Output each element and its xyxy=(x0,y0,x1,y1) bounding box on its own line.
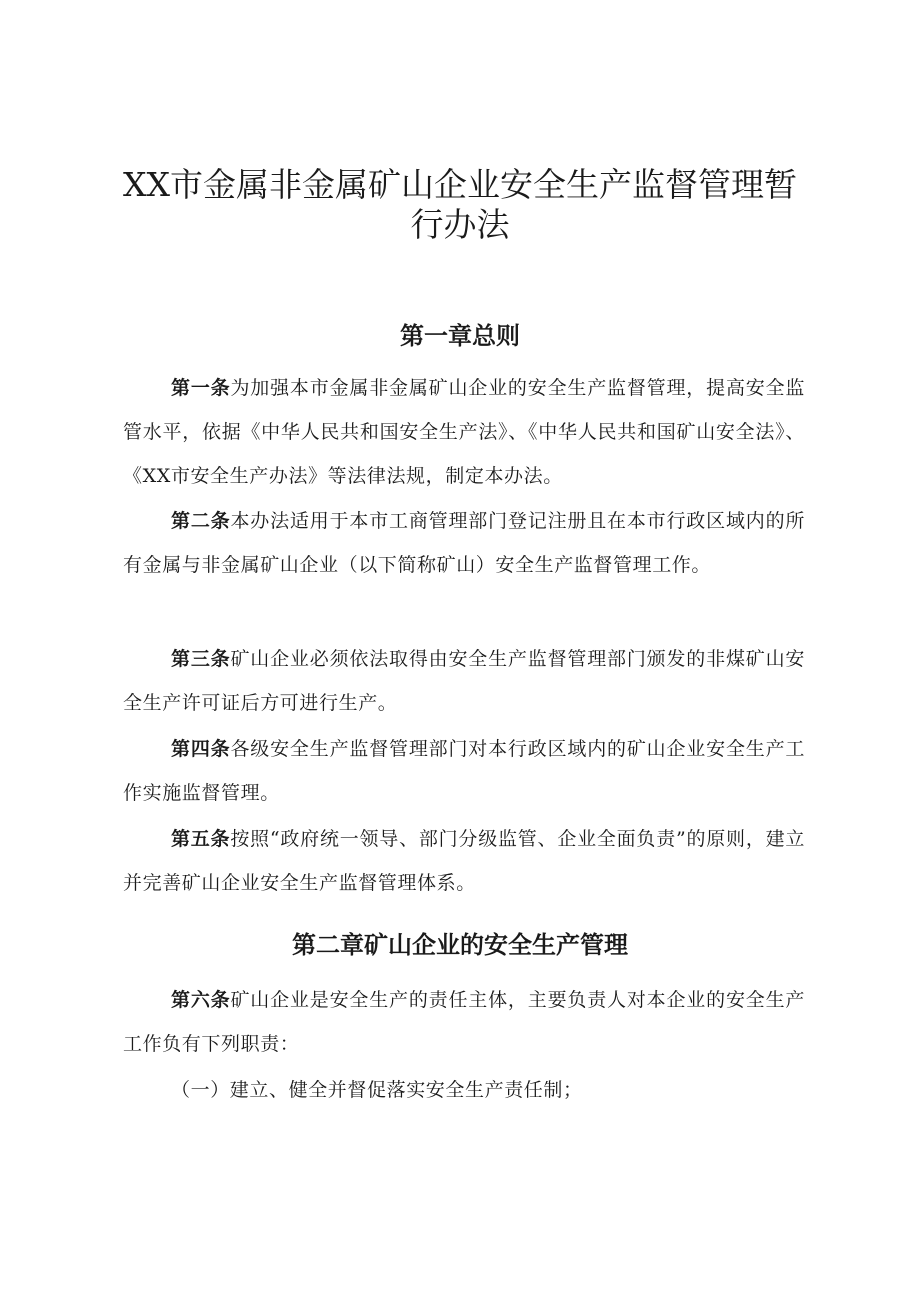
article-label: 第四条 xyxy=(171,738,231,760)
article-label: 第一条 xyxy=(171,377,231,399)
article-text: 矿山企业是安全生产的责任主体，主要负责人对本企业的安全生产工作负有下列职责： xyxy=(123,989,805,1055)
article-text: 本办法适用于本市工商管理部门登记注册且在本市行政区域内的所有金属与非金属矿山企业（以下简称矿山）安全生产监督管理工作。 xyxy=(123,510,805,576)
article-label: 第二条 xyxy=(171,510,231,532)
document-title xyxy=(100,165,820,245)
article-2 xyxy=(123,499,805,587)
chapter-heading: 第一章总则 xyxy=(400,322,520,350)
article-1 xyxy=(123,366,805,498)
article-4 xyxy=(123,727,805,815)
list-item: （一）建立、健全并督促落实安全生产责任制； xyxy=(171,1079,583,1101)
article-label: 第三条 xyxy=(171,648,231,670)
article-3 xyxy=(123,637,805,725)
document-title-line-2: 行办法 xyxy=(410,205,510,244)
article-text: 按照“政府统一领导、部门分级监管、企业全面负责”的原则，建立并完善矿山企业安全生产监督管理体系。 xyxy=(123,828,805,894)
document-title-line-1: XX市金属非金属矿山企业安全生产监督管理暂 xyxy=(123,165,797,204)
article-label: 第五条 xyxy=(171,828,231,850)
article-5 xyxy=(123,817,805,905)
article-text: 矿山企业必须依法取得由安全生产监督管理部门颁发的非煤矿山安全生产许可证后方可进行生产。 xyxy=(123,648,805,714)
article-text: 各级安全生产监督管理部门对本行政区域内的矿山企业安全生产工作实施监督管理。 xyxy=(123,738,805,804)
article-6 xyxy=(123,978,805,1066)
article-label: 第六条 xyxy=(171,989,231,1011)
article-text: 为加强本市金属非金属矿山企业的安全生产监督管理，提高安全监管水平，依据《中华人民共和国安全生产法》、《中华人民共和国矿山安全法》、《XX市安全生产办法》等法律法规，制定本办法。 xyxy=(123,377,805,487)
chapter-heading: 第二章矿山企业的安全生产管理 xyxy=(292,931,628,959)
